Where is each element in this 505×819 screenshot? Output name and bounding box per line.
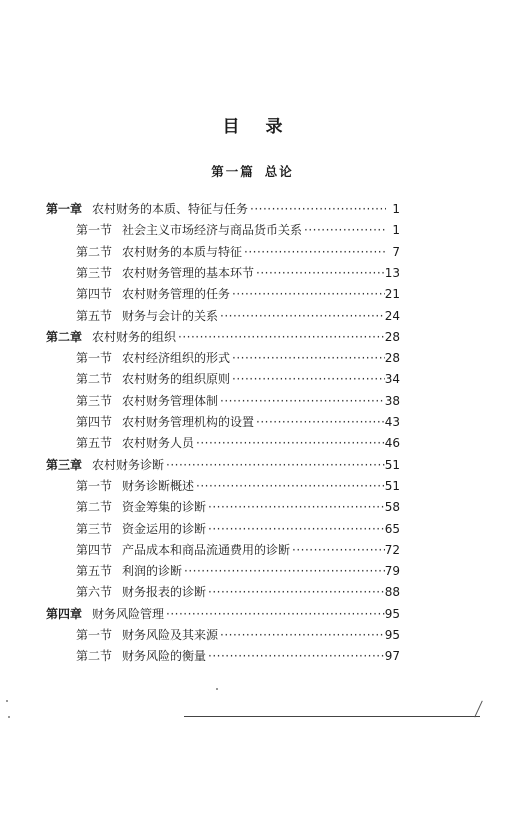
section-number: 第五节 xyxy=(76,436,113,451)
section-title: 财务与会计的关系 xyxy=(122,308,219,323)
section-number: 第四节 xyxy=(76,287,113,302)
toc-section-row xyxy=(76,413,400,433)
section-number: 第二节 xyxy=(76,649,113,664)
dot-leader xyxy=(164,458,385,472)
bottom-rule-mark xyxy=(474,701,483,718)
dot-leader xyxy=(290,543,385,557)
chapter-number: 第四章 xyxy=(46,606,83,621)
section-number: 第一节 xyxy=(76,223,113,238)
chapter-title: 财务风险管理 xyxy=(92,606,165,621)
toc-section-row xyxy=(76,392,400,412)
chapter-number: 第三章 xyxy=(46,457,83,472)
chapter-number: 第一章 xyxy=(46,202,83,216)
page-number: 65 xyxy=(384,521,400,536)
page-number: 51 xyxy=(384,457,400,472)
toc-section-row xyxy=(76,520,400,540)
section-number: 第三节 xyxy=(76,265,113,280)
page-number: 72 xyxy=(384,542,400,557)
toc-section-row xyxy=(76,434,400,454)
chapter-number: 第二章 xyxy=(46,329,83,344)
page-number: 1 xyxy=(392,223,400,238)
dot-leader xyxy=(206,649,385,663)
dot-leader xyxy=(230,287,385,301)
dot-leader xyxy=(176,330,385,344)
dot-leader xyxy=(218,309,385,323)
section-title: 农村财务管理的基本环节 xyxy=(122,265,255,280)
section-title: 财务风险及其来源 xyxy=(122,628,219,642)
page-number: 34 xyxy=(384,372,400,387)
toc-section-row xyxy=(76,285,400,305)
toc-section-row xyxy=(76,477,400,497)
dot-leader xyxy=(164,607,385,621)
page-number: 38 xyxy=(384,393,400,408)
section-title: 产品成本和商品流通费用的诊断 xyxy=(122,542,291,557)
dot-leader xyxy=(248,202,386,216)
ink-speck xyxy=(6,700,8,702)
toc-chapter-row xyxy=(46,328,400,348)
section-title: 农村财务的本质与特征 xyxy=(122,244,243,259)
dot-leader xyxy=(194,436,385,450)
section-number: 第二节 xyxy=(76,500,113,515)
page-number: 28 xyxy=(384,351,400,366)
toc-section-row xyxy=(76,307,400,327)
dot-leader xyxy=(302,223,386,237)
part-name: 总论 xyxy=(264,164,294,179)
toc-section-row xyxy=(76,583,400,603)
page-number: 13 xyxy=(384,265,400,280)
toc-section-row xyxy=(76,647,400,667)
section-number: 第二节 xyxy=(76,244,113,259)
section-title: 农村经济组织的形式 xyxy=(122,351,231,366)
dot-leader xyxy=(254,266,385,280)
chapter-title: 农村财务的本质、特征与任务 xyxy=(92,202,249,216)
toc-title: 目录 xyxy=(222,117,309,137)
dot-leader xyxy=(194,479,385,493)
page-number: 95 xyxy=(384,628,400,642)
ink-speck xyxy=(8,716,10,718)
page-number: 88 xyxy=(384,585,400,600)
chapter-title: 农村财务的组织 xyxy=(92,329,177,344)
page-number: 97 xyxy=(384,649,400,664)
section-number: 第三节 xyxy=(76,521,113,536)
dot-leader xyxy=(218,628,385,642)
page-number: 46 xyxy=(384,436,400,451)
page-number: 58 xyxy=(384,500,400,515)
toc-section-row xyxy=(76,498,400,518)
section-number: 第二节 xyxy=(76,372,113,387)
page-number: 79 xyxy=(384,564,400,579)
bottom-rule xyxy=(184,716,480,717)
toc-section-row xyxy=(76,221,400,241)
toc-section-row xyxy=(76,243,400,263)
dot-leader xyxy=(242,245,386,259)
page-number: 43 xyxy=(384,415,400,429)
page-number: 24 xyxy=(384,308,400,323)
dot-leader xyxy=(230,372,385,386)
toc-chapter-row xyxy=(46,605,400,625)
toc-section-row xyxy=(76,562,400,582)
section-number: 第六节 xyxy=(76,585,113,600)
page-number: 51 xyxy=(384,478,400,493)
section-title: 利润的诊断 xyxy=(122,564,183,579)
toc-chapter-row xyxy=(46,200,400,220)
toc-section-row xyxy=(76,370,400,390)
page-number: 1 xyxy=(392,202,400,216)
section-title: 农村财务的组织原则 xyxy=(122,372,231,387)
section-number: 第五节 xyxy=(76,564,113,579)
section-title: 财务诊断概述 xyxy=(122,478,195,493)
toc-chapter-row xyxy=(46,456,400,476)
section-title: 资金运用的诊断 xyxy=(122,521,207,536)
toc-section-row xyxy=(76,264,400,284)
dot-leader xyxy=(206,585,385,599)
section-number: 第一节 xyxy=(76,628,113,642)
dot-leader xyxy=(230,351,385,365)
toc-section-row xyxy=(76,626,400,646)
ink-speck xyxy=(216,688,218,690)
dot-leader xyxy=(182,564,385,578)
dot-leader xyxy=(206,500,385,514)
page-number: 28 xyxy=(384,329,400,344)
section-number: 第四节 xyxy=(76,542,113,557)
dot-leader xyxy=(254,415,385,429)
section-title: 财务风险的衡量 xyxy=(122,649,207,664)
section-number: 第四节 xyxy=(76,415,113,429)
section-title: 资金筹集的诊断 xyxy=(122,500,207,515)
page-number: 21 xyxy=(384,287,400,302)
section-title: 农村财务人员 xyxy=(122,436,195,451)
section-title: 社会主义市场经济与商品货币关系 xyxy=(122,223,303,238)
section-number: 第三节 xyxy=(76,393,113,408)
part-label: 第一篇 xyxy=(211,164,255,179)
section-number: 第一节 xyxy=(76,478,113,493)
section-number: 第五节 xyxy=(76,308,113,323)
section-number: 第一节 xyxy=(76,351,113,366)
section-title: 财务报表的诊断 xyxy=(122,585,207,600)
toc-section-row xyxy=(76,349,400,369)
page-number: 95 xyxy=(384,606,400,621)
page-number: 7 xyxy=(392,244,400,259)
section-title: 农村财务管理机构的设置 xyxy=(122,415,255,429)
dot-leader xyxy=(206,522,385,536)
part-title xyxy=(0,162,505,180)
chapter-title: 农村财务诊断 xyxy=(92,457,165,472)
section-title: 农村财务管理的任务 xyxy=(122,287,231,302)
dot-leader xyxy=(218,394,385,408)
section-title: 农村财务管理体制 xyxy=(122,393,219,408)
toc-section-row xyxy=(76,541,400,561)
